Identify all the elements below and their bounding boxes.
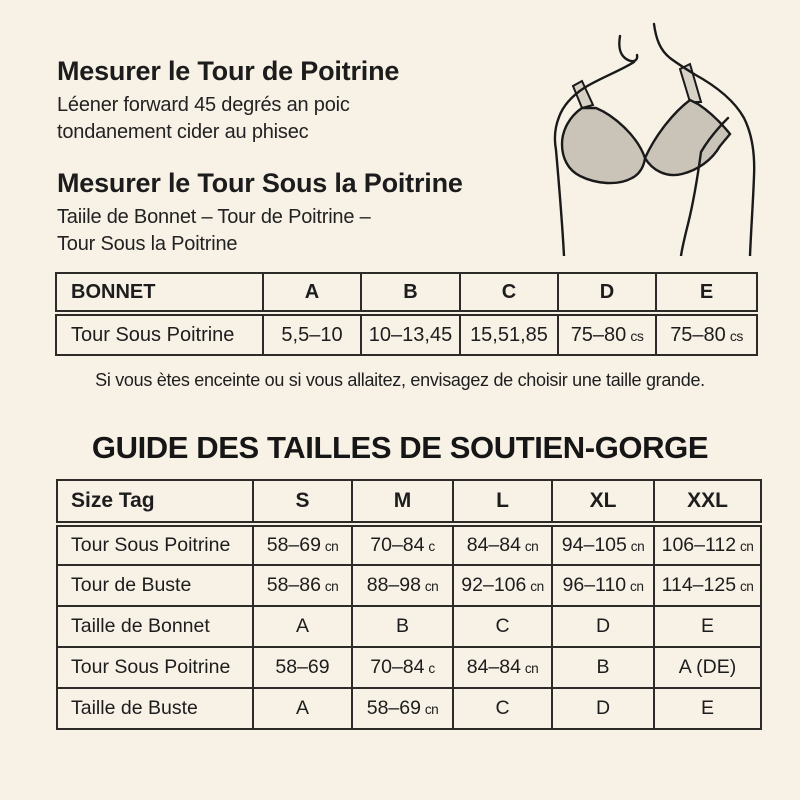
size-table-cell: 92–106 cn bbox=[453, 565, 552, 606]
cup-table-cell: 15,51,85 bbox=[460, 313, 558, 355]
cup-table-col-e: E bbox=[656, 273, 757, 313]
size-table-row-label: Taille de Buste bbox=[57, 688, 253, 729]
right-bra-strap bbox=[680, 64, 701, 102]
cup-table-col-d: D bbox=[558, 273, 656, 313]
measure-bust-subtitle-line1: Léener forward 45 degrés an poic bbox=[57, 94, 350, 116]
cup-table-cell: 75–80 cs bbox=[656, 313, 757, 355]
figure-neck-left bbox=[619, 36, 637, 61]
table-row bbox=[57, 524, 761, 565]
size-table-cell: 70–84 c bbox=[352, 524, 453, 565]
cup-table-corner-header: BONNET bbox=[56, 273, 263, 313]
cup-size-table bbox=[55, 272, 758, 356]
table-row bbox=[57, 606, 761, 647]
size-table-cell: 106–112 cn bbox=[654, 524, 761, 565]
cup-table-col-a: A bbox=[263, 273, 361, 313]
size-table-cell: A bbox=[253, 606, 352, 647]
size-table-row-label: Taille de Bonnet bbox=[57, 606, 253, 647]
measure-bust-title: Mesurer le Tour de Poitrine bbox=[57, 56, 400, 86]
size-table-cell: 114–125 cn bbox=[654, 565, 761, 606]
size-table-cell: D bbox=[552, 688, 654, 729]
left-bra-strap bbox=[573, 81, 593, 108]
measure-underbust-subtitle-line2: Tour Sous la Poitrine bbox=[57, 233, 238, 255]
table-row bbox=[57, 647, 761, 688]
measure-underbust-subtitle-line1: Taiile de Bonnet – Tour de Poitrine – bbox=[57, 206, 371, 228]
cup-table-col-c: C bbox=[460, 273, 558, 313]
bra-cups bbox=[562, 100, 730, 183]
size-table-row-label: Tour Sous Poitrine bbox=[57, 647, 253, 688]
size-table-cell: E bbox=[654, 606, 761, 647]
size-table-cell: A (DE) bbox=[654, 647, 761, 688]
size-table-cell: D bbox=[552, 606, 654, 647]
cup-table-header-row bbox=[56, 273, 757, 313]
size-table-col-l: L bbox=[453, 480, 552, 524]
size-table-cell: C bbox=[453, 606, 552, 647]
size-table-cell: 94–105 cn bbox=[552, 524, 654, 565]
size-table-cell: 58–69 bbox=[253, 647, 352, 688]
size-table-col-xl: XL bbox=[552, 480, 654, 524]
size-table-header-row bbox=[57, 480, 761, 524]
size-table-cell: 96–110 cn bbox=[552, 565, 654, 606]
size-table-cell: E bbox=[654, 688, 761, 729]
measure-underbust-title: Mesurer le Tour Sous la Poitrine bbox=[57, 168, 463, 198]
measure-bust-subtitle bbox=[57, 92, 350, 146]
cup-table-cell: 75–80 cs bbox=[558, 313, 656, 355]
measure-underbust-subtitle bbox=[57, 204, 371, 258]
cup-table-row-label: Tour Sous Poitrine bbox=[56, 313, 263, 355]
table-row bbox=[57, 688, 761, 729]
measure-bust-subtitle-line2: tondanement cider au phisec bbox=[57, 121, 309, 143]
table-row bbox=[56, 313, 757, 355]
size-table-cell: 58–69 cn bbox=[352, 688, 453, 729]
size-guide-title: GUIDE DES TAILLES DE SOUTIEN-GORGE bbox=[91, 430, 709, 465]
cup-table-col-b: B bbox=[361, 273, 460, 313]
figure-right-inner-arm bbox=[681, 118, 728, 256]
figure-right-shoulder-arm bbox=[694, 74, 754, 256]
figure-left-shoulder-arm bbox=[555, 62, 634, 256]
bra-measurement-illustration bbox=[550, 12, 772, 256]
size-table-cell: A bbox=[253, 688, 352, 729]
size-table-cell: 58–86 cn bbox=[253, 565, 352, 606]
size-table-col-s: S bbox=[253, 480, 352, 524]
size-table-corner-header: Size Tag bbox=[57, 480, 253, 524]
size-table-cell: B bbox=[352, 606, 453, 647]
size-table-col-m: M bbox=[352, 480, 453, 524]
cup-table-cell: 5,5–10 bbox=[263, 313, 361, 355]
size-table-cell: B bbox=[552, 647, 654, 688]
table-row bbox=[57, 565, 761, 606]
cup-table-cell: 10–13,45 bbox=[361, 313, 460, 355]
size-table-cell: 88–98 cn bbox=[352, 565, 453, 606]
size-table-row-label: Tour de Buste bbox=[57, 565, 253, 606]
size-table-cell: 84–84 cn bbox=[453, 524, 552, 565]
size-table-cell: C bbox=[453, 688, 552, 729]
size-table-row-label: Tour Sous Poitrine bbox=[57, 524, 253, 565]
figure-neck-right bbox=[654, 24, 694, 74]
size-table-cell: 84–84 cn bbox=[453, 647, 552, 688]
size-table-cell: 70–84 c bbox=[352, 647, 453, 688]
size-table-col-xxl: XXL bbox=[654, 480, 761, 524]
size-table-cell: 58–69 cn bbox=[253, 524, 352, 565]
size-guide-table bbox=[56, 479, 762, 730]
pregnancy-note: Si vous ètes enceinte ou si vous allaitez, envisagez de choisir une taille grande. bbox=[95, 370, 705, 390]
